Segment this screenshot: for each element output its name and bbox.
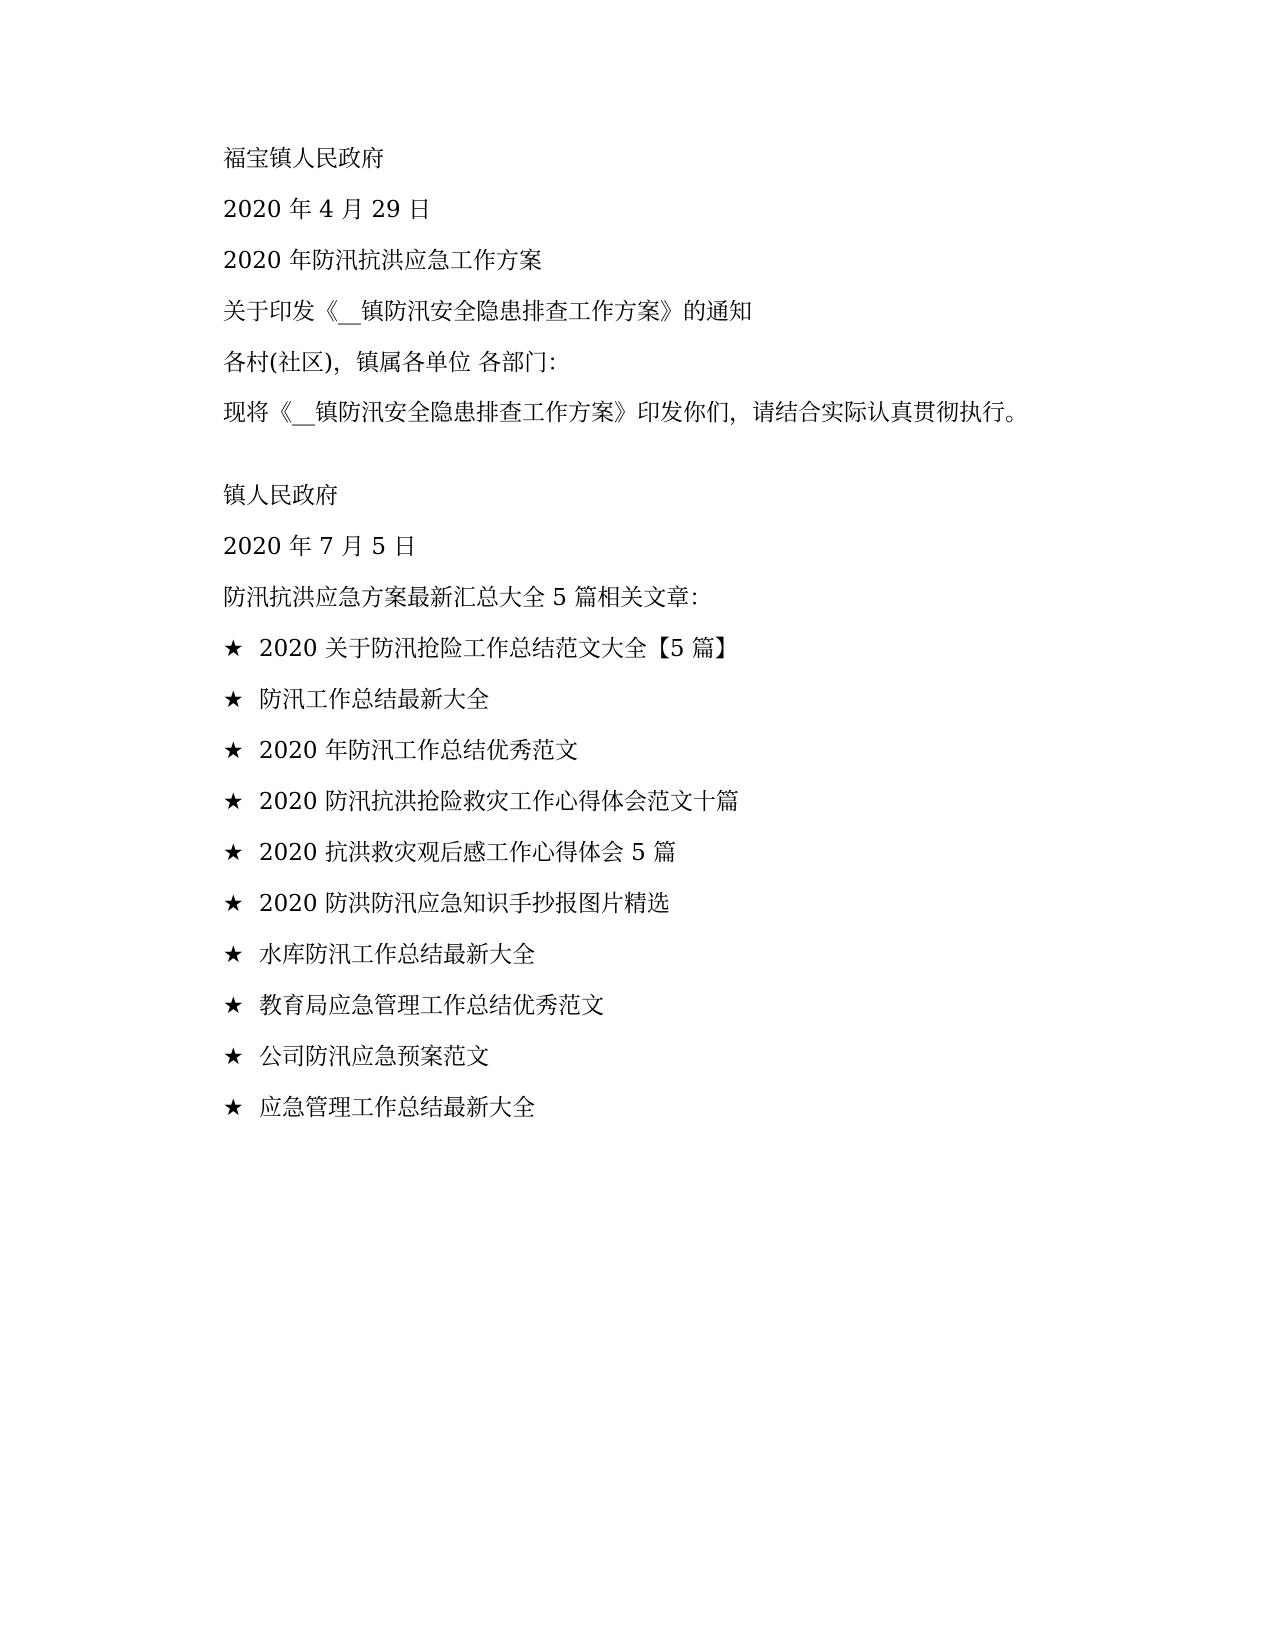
related-article-title[interactable]: 2020 年防汛工作总结优秀范文: [259, 738, 578, 764]
related-article-item[interactable]: [223, 686, 489, 714]
related-article-item[interactable]: [223, 737, 578, 765]
related-article-item[interactable]: [223, 1094, 535, 1122]
related-article-item[interactable]: [223, 941, 535, 969]
star-icon: ★: [223, 891, 244, 917]
related-article-title[interactable]: 2020 防汛抗洪抢险救灾工作心得体会范文十篇: [259, 789, 739, 815]
star-icon: ★: [223, 687, 244, 713]
notice-title: 关于印发《__镇防汛安全隐患排查工作方案》的通知: [223, 299, 752, 325]
plan-title: 2020 年防汛抗洪应急工作方案: [223, 248, 542, 274]
star-icon: ★: [223, 1095, 244, 1121]
related-article-title[interactable]: 应急管理工作总结最新大全: [259, 1095, 535, 1121]
addressees: 各村(社区)，镇属各单位 各部门：: [223, 350, 571, 376]
star-icon: ★: [223, 993, 244, 1019]
related-article-title[interactable]: 2020 防洪防汛应急知识手抄报图片精选: [259, 891, 670, 917]
related-article-title[interactable]: 2020 抗洪救灾观后感工作心得体会 5 篇: [259, 840, 677, 866]
related-heading: 防汛抗洪应急方案最新汇总大全 5 篇相关文章：: [223, 585, 713, 611]
related-article-title[interactable]: 公司防汛应急预案范文: [259, 1044, 489, 1070]
related-article-item[interactable]: [223, 839, 676, 867]
star-icon: ★: [223, 636, 244, 662]
related-article-title[interactable]: 2020 关于防汛抢险工作总结范文大全【5 篇】: [259, 636, 738, 662]
date-2: 2020 年 7 月 5 日: [223, 534, 417, 560]
signatory-2: 镇人民政府: [223, 483, 338, 509]
star-icon: ★: [223, 1044, 244, 1070]
date-1: 2020 年 4 月 29 日: [223, 197, 431, 223]
star-icon: ★: [223, 738, 244, 764]
related-article-title[interactable]: 防汛工作总结最新大全: [259, 687, 489, 713]
star-icon: ★: [223, 840, 244, 866]
body-paragraph: 现将《__镇防汛安全隐患排查工作方案》印发你们，请结合实际认真贯彻执行。: [223, 400, 1028, 426]
signatory-1: 福宝镇人民政府: [223, 146, 384, 172]
related-article-item[interactable]: [223, 1043, 489, 1071]
related-article-title[interactable]: 教育局应急管理工作总结优秀范文: [259, 993, 604, 1019]
star-icon: ★: [223, 789, 244, 815]
related-article-item[interactable]: [223, 992, 604, 1020]
related-article-item[interactable]: [223, 788, 739, 816]
star-icon: ★: [223, 942, 244, 968]
related-article-title[interactable]: 水库防汛工作总结最新大全: [259, 942, 535, 968]
related-article-item[interactable]: [223, 635, 738, 663]
related-article-item[interactable]: [223, 890, 670, 918]
